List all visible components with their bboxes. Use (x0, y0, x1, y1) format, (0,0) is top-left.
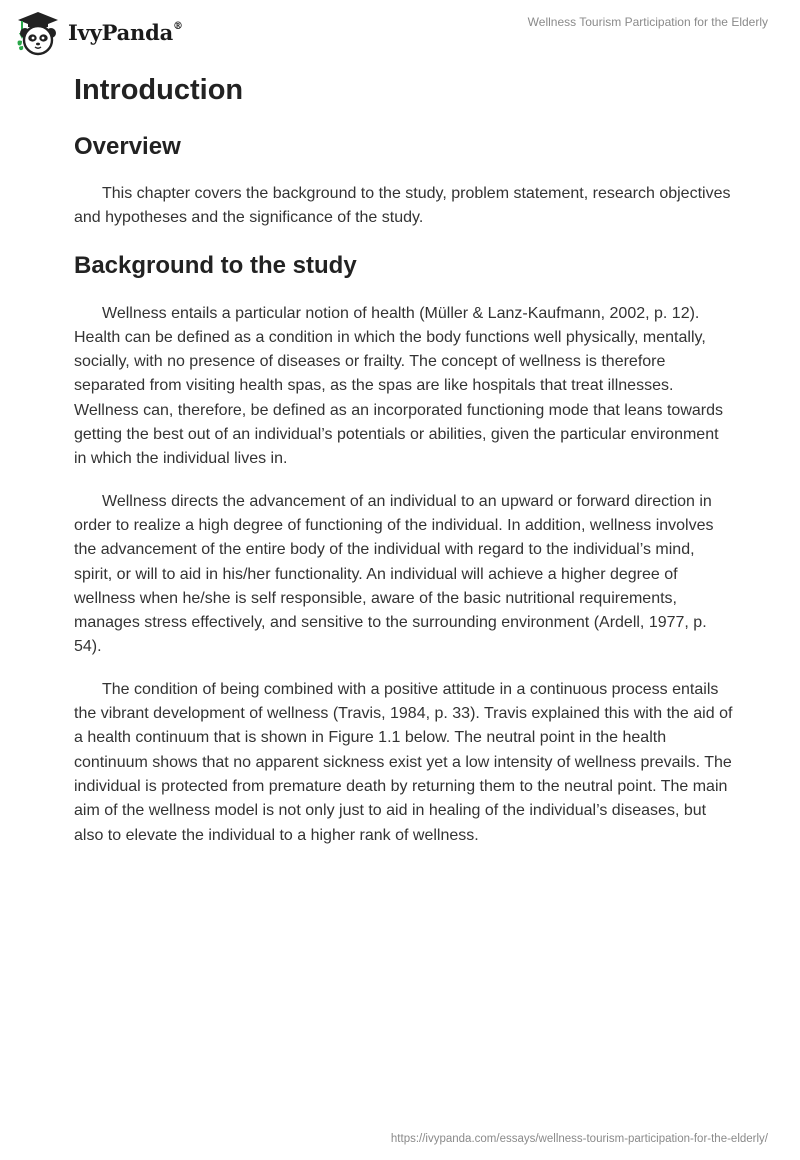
background-paragraph-1: Wellness entails a particular notion of health (Müller & Lanz-Kaufmann, 2002, p. 12). Health can be defined as a condition in which the body functions well physically, mentally, socially, with no presence of diseases or frailty. The concept of wellness is therefore separated from visiting health spas, as the spas are like hospitals that treat illnesses. Wellness can, therefore, be defined as an incorporated functioning mode that leans towards getting the best out of an individual’s potentials or abilities, given the particular environment in which the individual lives in. (74, 304, 723, 468)
background-paragraph-2: Wellness directs the advancement of an individual to an upward or forward direction in order to realize a high degree of functioning of the individual. In addition, wellness involves the advancement of the entire body of the individual with regard to the individual’s mind, spirit, or will to aid in his/her functionality. An individual will achieve a higher degree of wellness when he/she is self responsible, aware of the basic nutritional requirements, manages stress effectively, and sensitive to the surrounding environment (Ardell, 1977, p. 54). (74, 492, 714, 656)
logo-text (68, 20, 183, 45)
page-title: Introduction (74, 74, 244, 106)
source-url-link[interactable]: https://ivypanda.com/essays/wellness-tourism-participation-for-the-elderly/ (390, 1133, 768, 1145)
logo-wordmark: IvyPanda (68, 19, 174, 45)
section-heading-overview: Overview (74, 133, 181, 160)
overview-paragraph: This chapter covers the background to the study, problem statement, research objectives and hypotheses and the significance of the study. (74, 185, 731, 227)
registered-mark: ® (173, 20, 183, 32)
main-content (74, 70, 734, 848)
panda-graduate-icon (14, 9, 62, 57)
section-heading-background: Background to the study (74, 251, 357, 279)
ivypanda-logo[interactable] (14, 9, 183, 57)
document-title: Wellness Tourism Participation for the Elderly (527, 15, 768, 29)
background-paragraph-3: The condition of being combined with a positive attitude in a continuous process entails the vibrant development of wellness (Travis, 1984, p. 33). Travis explained this with the aid of a health continuum that is shown in Figure 1.1 below. The neutral point in the health continuum shows that no apparent sickness exist yet a low intensity of wellness prevails. The individual is protected from premature death by returning them to the neutral point. The main aim of the wellness model is not only just to aid in healing of the individual’s diseases, but also to elevate the individual to a higher rank of wellness. (74, 680, 733, 844)
page-header (0, 0, 800, 60)
